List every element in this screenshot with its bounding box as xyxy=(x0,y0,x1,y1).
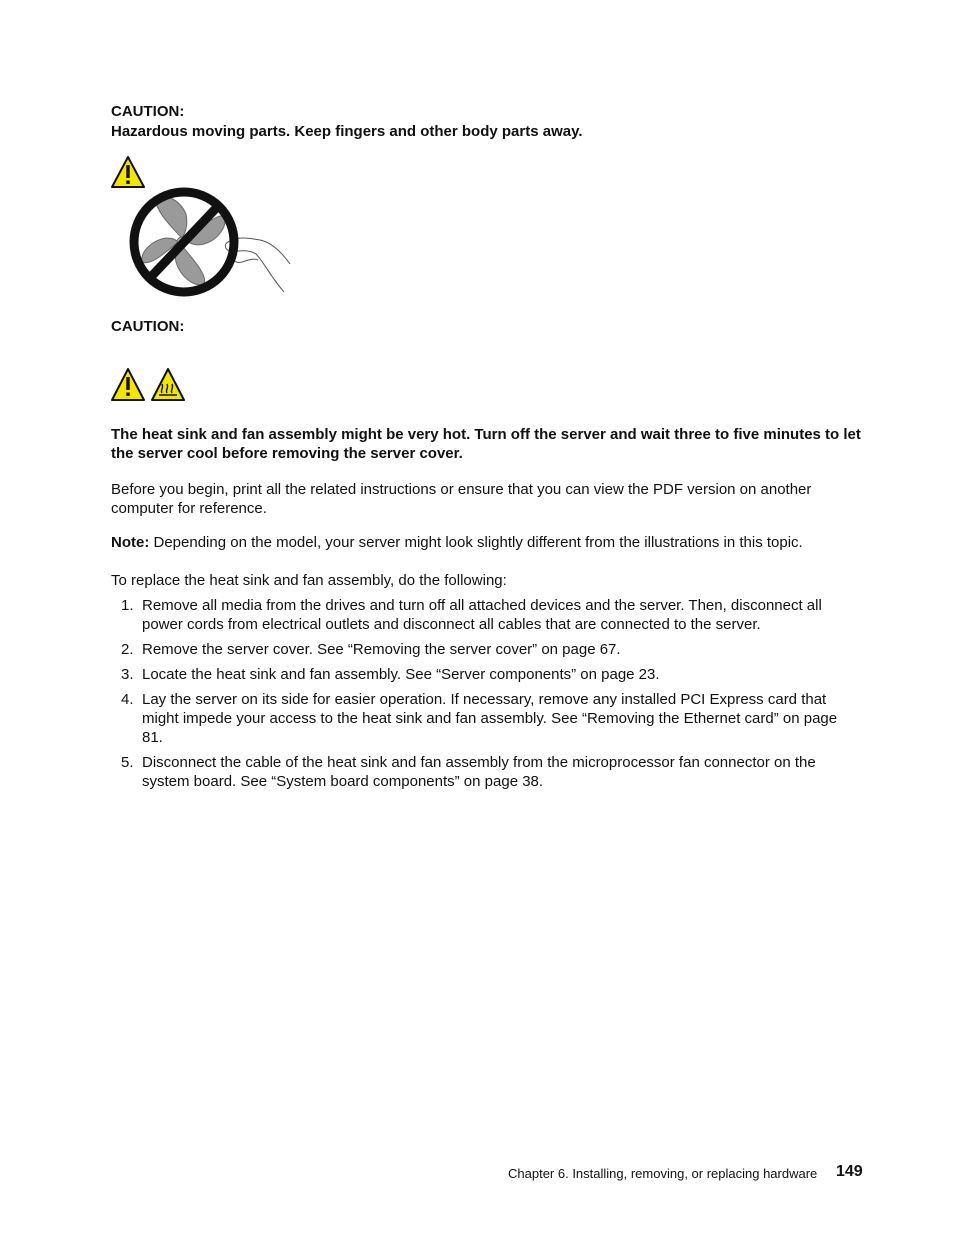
list-item xyxy=(111,690,861,747)
step-text: Locate the heat sink and fan assembly. See “Server components” on page 23. xyxy=(142,666,660,683)
step-number: 4. xyxy=(121,691,134,708)
fan-prohibited-illustration xyxy=(124,180,299,310)
step-number: 1. xyxy=(121,597,134,614)
step-number: 2. xyxy=(121,641,134,658)
list-item xyxy=(111,753,861,791)
step-text: Lay the server on its side for easier operation. If necessary, remove any installed PCI Express card that might impede your access to the heat sink and fan assembly. See “Removing the Ethernet card” on page 81. xyxy=(142,691,838,746)
warning-icon-group xyxy=(110,367,190,408)
footer-chapter-title: Chapter 6. Installing, removing, or replacing hardware xyxy=(508,1166,818,1181)
caution-heading-2: CAUTION: xyxy=(111,318,185,335)
list-item xyxy=(111,640,861,659)
caution-text-hot: The heat sink and fan assembly might be very hot. Turn off the server and wait three to five minutes to let the server cool before removing the server cover. xyxy=(111,426,861,462)
step-number: 5. xyxy=(121,754,134,771)
step-text: Remove the server cover. See “Removing the server cover” on page 67. xyxy=(142,641,621,658)
hot-surface-icon xyxy=(152,369,184,400)
caution-heading-1: CAUTION: xyxy=(111,103,185,120)
page-number: 149 xyxy=(836,1163,863,1180)
caution-text-moving-parts: Hazardous moving parts. Keep fingers and other body parts away. xyxy=(111,123,583,140)
warning-triangle-icon xyxy=(112,369,144,400)
note-label: Note: xyxy=(111,534,150,551)
step-number: 3. xyxy=(121,666,134,683)
before-you-begin-paragraph: Before you begin, print all the related instructions or ensure that you can view the PDF version on another computer for reference. xyxy=(111,481,812,517)
step-text: Disconnect the cable of the heat sink and fan assembly from the microprocessor fan connector on the system board. See “System board components” on page 38. xyxy=(142,754,816,790)
procedure-intro: To replace the heat sink and fan assembly, do the following: xyxy=(111,572,507,589)
note-text: Depending on the model, your server might look slightly different from the illustrations in this topic. xyxy=(149,534,803,551)
list-item xyxy=(111,665,861,684)
list-item xyxy=(111,596,861,634)
step-text: Remove all media from the drives and turn off all attached devices and the server. Then, disconnect all power cords from electrical outlets and disconnect all cables that are connected to the server. xyxy=(142,597,822,633)
procedure-steps-list xyxy=(111,596,861,797)
note-paragraph xyxy=(111,533,871,552)
